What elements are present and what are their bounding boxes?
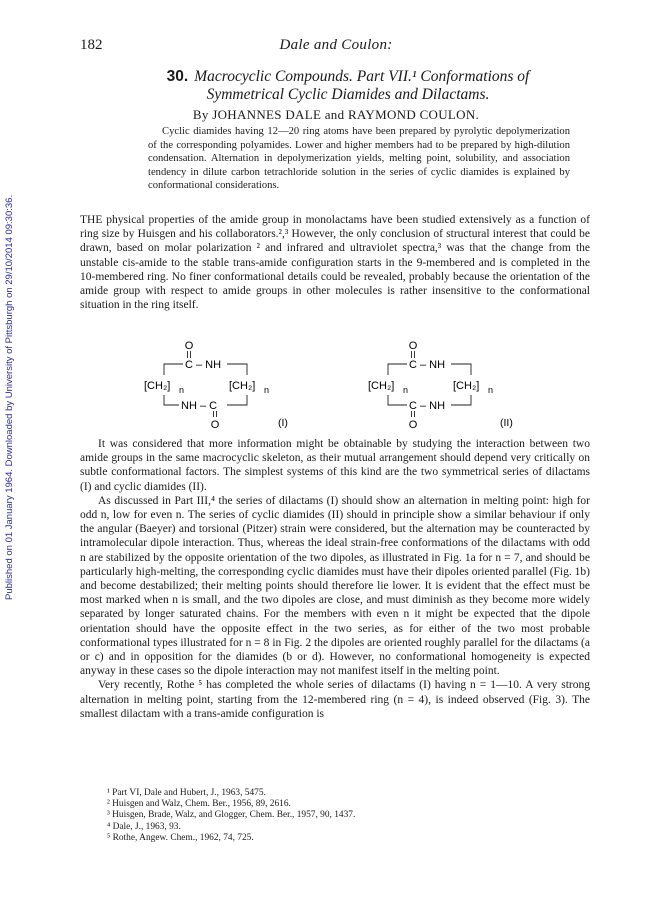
structure-II-oxygen-top: O [408, 340, 418, 352]
structure-I-oxygen-bottom: O [210, 419, 220, 430]
structure-diagram [80, 338, 590, 430]
authors: By JOHANNES DALE and RAYMOND COULON. [192, 107, 480, 122]
footnote: ⁴ Dale, J., 1963, 93. [107, 821, 181, 832]
paragraph-2: It was considered that more information might be obtainable by studying the interaction between two amide groups in the same macrocyclic skeleton, as their mutual arrangement should depend very critically on subtle conformational factors. The simplest systems of this kind are the two symmetrical series of dilactams (I) and cyclic diamides (II). [80, 438, 590, 493]
running-title: Dale and Coulon: [279, 37, 393, 53]
structure-I-left-subscript: n [179, 385, 185, 395]
page-number: 182 [80, 37, 103, 53]
download-watermark-text: Published on 01 January 1964. Downloaded by University of Pittsburgh on 29/10/2014 09:30:36. [4, 194, 15, 600]
article-number: 30. [166, 68, 189, 85]
body-continued [80, 437, 590, 721]
structure-I-left-chain: [CH₂] [144, 380, 171, 392]
structure-II-left-subscript: n [403, 385, 409, 395]
structure-I-right-subscript: n [264, 385, 270, 395]
structure-I [144, 340, 288, 430]
footnotes [107, 788, 567, 844]
structure-II-oxygen-bottom: O [408, 419, 418, 430]
footnote: ⁵ Rothe, Angew. Chem., 1962, 74, 725. [107, 832, 254, 843]
structure-I-label: (I) [278, 417, 288, 429]
title-text-1: Macrocyclic Compounds. Part VII.¹ Conformations of [194, 68, 530, 85]
title-line-2: Symmetrical Cyclic Diamides and Dilactams. [206, 86, 490, 103]
structure-II-top-group: C – NH [409, 359, 446, 371]
structure-II-bottom-group: C – NH [409, 400, 446, 412]
structure-I-right-chain: [CH₂] [229, 380, 256, 392]
title-line-1 [118, 68, 578, 86]
structure-II [368, 340, 513, 430]
download-watermark [1, 110, 15, 610]
chemical-structures [80, 338, 590, 430]
paragraph-1: THE physical properties of the amide group in monolactams have been studied extensively as a function of ring size by Huisgen and his collaborators.²,³ However, the only conclusion of structural interest that could be drawn, based on molar polarization ² and infrared and ultraviolet spectra,³ was that the change from the unstable cis-amide to the stable trans-amide configuration starts in the 9-membered and is completed in the 10-membered ring. No finer conformational details could be revealed, probably because the orientation of the amide group with respect to amide groups in other molecules is rather insensitive to the conformational situation in the ring itself. [80, 214, 590, 312]
structure-II-left-chain: [CH₂] [368, 380, 395, 392]
paragraph-4: Very recently, Rothe ⁵ has completed the whole series of dilactams (I) having n = 1—10. A very strong alternation in melting point, starting from the 12-membered ring (n = 4), is indeed observed (Fig. 3). The smallest dilactam with a trans-amide configuration is [80, 679, 590, 720]
body-paragraph-1 [80, 213, 590, 312]
structure-II-label: (II) [500, 417, 513, 429]
structure-II-right-chain: [CH₂] [453, 380, 480, 392]
footnote: ¹ Part VI, Dale and Hubert, J., 1963, 5475. [107, 788, 266, 798]
structure-I-oxygen-top: O [184, 340, 194, 352]
abstract: Cyclic diamides having 12—20 ring atoms have been prepared by pyrolytic depolymerization of the corresponding polyamides. Lower and higher members had to be prepared by high-dilution condensation. Alternation in depolymerization yields, melting point, solubility, and association tendency in dilute carbon tetrachloride solution in the series of cyclic diamides is explained by conformational considerations. [148, 126, 570, 192]
footnote: ³ Huisgen, Brade, Walz, and Glogger, Chem. Ber., 1957, 90, 1437. [107, 810, 356, 821]
structure-I-bottom-group: NH – C [181, 400, 218, 412]
footnote: ² Huisgen and Walz, Chem. Ber., 1956, 89, 2616. [107, 799, 291, 810]
paragraph-3: As discussed in Part III,⁴ the series of dilactams (I) should show an alternation in melting point: high for odd n, low for even n. The series of cyclic diamides (II) should in principle show a similar behaviour if only the angular (Baeyer) and torsional (Pitzer) strain were considered, but the alternation may be counteracted by intramolecular dipole interaction. Thus, whereas the ideal strain-free conformations of the dilactams with odd n are stabilized by the opposite orientation of the two dipoles, as illustrated in Fig. 1a for n = 7, and should be particularly high-melting, the corresponding cyclic diamides must have their dipoles oriented parallel (Fig. 1b) and become destabilized; their melting points should therefore lie lower. It is evident that the effect must be most marked when n is small, and the two dipoles are close, and must diminish as they become more widely separated by longer saturated chains. For the members with even n it might be expected that the dipole orientation should have the opposite effect in the two series, as for either of the two most probable conformational types illustrated for n = 8 in Fig. 2 the dipoles are oriented roughly parallel for the dilactams (a or c) and in opposition for the diamides (b or d). However, no conformational homogeneity is expected anyway in these cases so the dipole interaction may not manifest itself in the melting point. [80, 494, 590, 678]
structure-II-right-subscript: n [488, 385, 494, 395]
structure-I-top-group: C – NH [185, 359, 222, 371]
article-title [118, 68, 578, 104]
